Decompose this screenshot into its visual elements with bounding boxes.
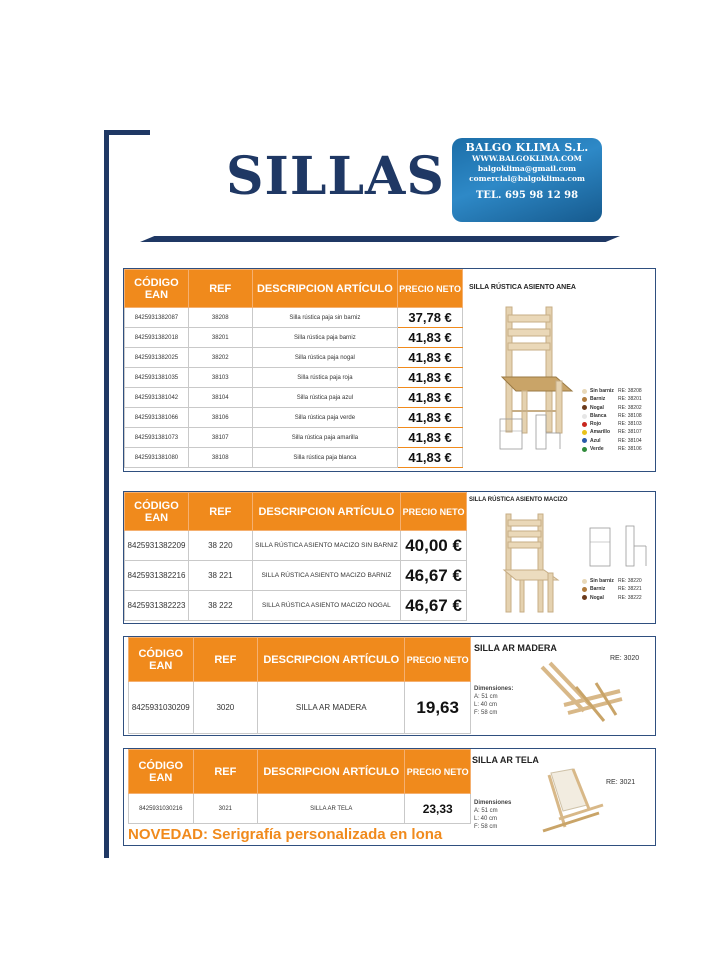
cell-ref: 38202 bbox=[188, 348, 252, 368]
company-name: BALGO KLIMA S.L. bbox=[465, 141, 589, 154]
company-phone: TEL. 695 98 12 98 bbox=[475, 190, 579, 201]
legend-label: Nogal bbox=[590, 404, 604, 411]
cell-price: 41,83 € bbox=[398, 368, 463, 388]
company-email-2: comercial@balgoklima.com bbox=[469, 174, 585, 183]
col-header-ean: CÓDIGO EAN bbox=[129, 750, 194, 794]
panel-ref: RE: 3021 bbox=[606, 779, 636, 786]
cell-ref: 38106 bbox=[188, 408, 252, 428]
color-legend bbox=[582, 387, 642, 453]
cell-price: 41,83 € bbox=[398, 388, 463, 408]
legend-ref: RE: 38220 bbox=[618, 578, 642, 584]
product-table bbox=[124, 269, 463, 468]
dim-f: F: 58 cm bbox=[474, 824, 498, 830]
panel-title: SILLA AR MADERA bbox=[474, 643, 557, 653]
legend-ref: RE: 38221 bbox=[618, 586, 642, 593]
cell-price: 40,00 € bbox=[401, 531, 467, 561]
product-table bbox=[128, 637, 471, 734]
col-header-price: PRECIO NETO bbox=[401, 493, 467, 531]
color-swatch bbox=[582, 595, 587, 600]
table-row bbox=[125, 531, 467, 561]
table-row bbox=[125, 308, 463, 328]
folding-chair-image bbox=[534, 657, 626, 727]
col-header-desc: DESCRIPCION ARTÍCULO bbox=[252, 493, 400, 531]
dims-title: Dimensiones: bbox=[474, 686, 514, 692]
cell-ref: 38201 bbox=[188, 328, 252, 348]
cell-ean: 8425931030209 bbox=[129, 682, 194, 734]
col-header-desc: DESCRIPCION ARTÍCULO bbox=[258, 750, 405, 794]
legend-ref: RE: 38222 bbox=[618, 594, 642, 601]
legend-label: Sin barniz bbox=[590, 388, 614, 394]
legend-item bbox=[582, 445, 642, 453]
dim-a: A: 51 cm bbox=[474, 694, 498, 700]
cell-desc: Silla rústica paja sin barniz bbox=[252, 308, 398, 328]
cell-ref: 38 221 bbox=[188, 561, 252, 591]
panel-title: SILLA RÚSTICA ASIENTO ANEA bbox=[469, 284, 576, 291]
legend-item bbox=[582, 585, 642, 593]
legend-label: Verde bbox=[590, 446, 604, 453]
cell-desc: Silla rústica paja barniz bbox=[252, 328, 398, 348]
color-swatch bbox=[582, 579, 587, 584]
legend-item bbox=[582, 594, 642, 602]
section-rustica-macizo bbox=[123, 491, 656, 624]
legend-ref: RE: 38201 bbox=[618, 396, 642, 403]
dim-l: L: 40 cm bbox=[474, 816, 498, 822]
color-swatch bbox=[582, 414, 587, 419]
cell-desc: SILLA AR TELA bbox=[258, 794, 405, 824]
dimensions bbox=[474, 685, 513, 717]
legend-ref: RE: 38108 bbox=[618, 412, 642, 419]
table-row bbox=[125, 428, 463, 448]
col-header-desc: DESCRIPCION ARTÍCULO bbox=[258, 638, 405, 682]
cell-ref: 38104 bbox=[188, 388, 252, 408]
cell-desc: Silla rústica paja amarilla bbox=[252, 428, 398, 448]
cell-ref: 38 222 bbox=[188, 591, 252, 621]
table-row bbox=[129, 682, 471, 734]
color-swatch bbox=[582, 438, 587, 443]
table-row bbox=[125, 348, 463, 368]
col-header-ean: CÓDIGO EAN bbox=[129, 638, 194, 682]
cell-desc: Silla rústica paja nogal bbox=[252, 348, 398, 368]
table-row bbox=[125, 328, 463, 348]
cell-price: 41,83 € bbox=[398, 428, 463, 448]
col-header-ref: REF bbox=[193, 750, 258, 794]
legend-label: Azul bbox=[590, 437, 601, 444]
col-header-ean: CÓDIGO EAN bbox=[125, 493, 189, 531]
table-row bbox=[129, 794, 471, 824]
col-header-price: PRECIO NETO bbox=[405, 638, 471, 682]
page-title: SILLAS bbox=[226, 146, 445, 207]
cell-desc: Silla rústica paja verde bbox=[252, 408, 398, 428]
section-ar-madera bbox=[123, 636, 656, 736]
color-swatch bbox=[582, 447, 587, 452]
cell-ref: 38103 bbox=[188, 368, 252, 388]
company-web: WWW.BALGOKLIMA.COM bbox=[472, 154, 582, 163]
col-header-ref: REF bbox=[193, 638, 258, 682]
table-row bbox=[125, 368, 463, 388]
cell-ean: 8425931382087 bbox=[125, 308, 189, 328]
color-swatch bbox=[582, 587, 587, 592]
legend-item bbox=[582, 577, 642, 585]
cell-ean: 8425931382018 bbox=[125, 328, 189, 348]
legend-item bbox=[582, 395, 642, 403]
legend-ref: RE: 38107 bbox=[618, 429, 642, 436]
product-table bbox=[124, 492, 467, 621]
cell-price: 37,78 € bbox=[398, 308, 463, 328]
cell-ref: 38108 bbox=[188, 448, 252, 468]
legend-ref: RE: 38202 bbox=[618, 404, 642, 411]
color-legend bbox=[582, 577, 642, 602]
left-frame-bar bbox=[104, 130, 109, 858]
dim-f: F: 58 cm bbox=[474, 710, 498, 716]
table-row bbox=[125, 408, 463, 428]
dimensions bbox=[474, 799, 511, 831]
cell-desc: Silla rústica paja blanca bbox=[252, 448, 398, 468]
cell-ean: 8425931381066 bbox=[125, 408, 189, 428]
cell-price: 23,33 bbox=[405, 794, 471, 824]
color-swatch bbox=[582, 397, 587, 402]
table-row bbox=[125, 561, 467, 591]
legend-label: Rojo bbox=[590, 421, 602, 428]
col-header-desc: DESCRIPCION ARTÍCULO bbox=[252, 270, 398, 308]
table-row bbox=[125, 388, 463, 408]
legend-item bbox=[582, 387, 642, 395]
legend-item bbox=[582, 412, 642, 420]
cell-ref: 38208 bbox=[188, 308, 252, 328]
cell-desc: SILLA RÚSTICA ASIENTO MACIZO NOGAL bbox=[252, 591, 400, 621]
cell-desc: SILLA AR MADERA bbox=[258, 682, 405, 734]
cell-ean: 8425931382025 bbox=[125, 348, 189, 368]
company-email-1: balgoklima@gmail.com bbox=[477, 164, 577, 173]
panel-ref: RE: 3020 bbox=[610, 655, 640, 662]
dim-a: A: 51 cm bbox=[474, 808, 498, 814]
cell-ean: 8425931381042 bbox=[125, 388, 189, 408]
cell-ean: 8425931382223 bbox=[125, 591, 189, 621]
cell-price: 46,67 € bbox=[401, 591, 467, 621]
title-underline bbox=[140, 236, 620, 242]
cell-ean: 8425931382216 bbox=[125, 561, 189, 591]
legend-label: Barniz bbox=[590, 396, 606, 403]
col-header-price: PRECIO NETO bbox=[398, 270, 463, 308]
company-badge bbox=[452, 138, 602, 222]
cell-ref: 38107 bbox=[188, 428, 252, 448]
cell-ref: 3021 bbox=[193, 794, 258, 824]
cell-desc: SILLA RÚSTICA ASIENTO MACIZO SIN BARNIZ bbox=[252, 531, 400, 561]
cell-ref: 3020 bbox=[193, 682, 258, 734]
panel-title: SILLA AR TELA bbox=[472, 755, 539, 765]
cell-price: 46,67 € bbox=[401, 561, 467, 591]
col-header-ean: CÓDIGO EAN bbox=[125, 270, 189, 308]
product-table bbox=[128, 749, 471, 824]
col-header-ref: REF bbox=[188, 493, 252, 531]
folding-chair-tela-image bbox=[529, 765, 609, 839]
cell-price: 19,63 bbox=[405, 682, 471, 734]
legend-label: Nogal bbox=[590, 594, 604, 601]
cell-ean: 8425931381035 bbox=[125, 368, 189, 388]
novedad-banner: NOVEDAD: Serigrafía personalizada en lona bbox=[128, 826, 443, 843]
legend-ref: RE: 38104 bbox=[618, 437, 642, 444]
color-swatch bbox=[582, 430, 587, 435]
table-row bbox=[125, 591, 467, 621]
legend-label: Amarillo bbox=[590, 429, 611, 436]
cell-desc: Silla rústica paja roja bbox=[252, 368, 398, 388]
cell-ref: 38 220 bbox=[188, 531, 252, 561]
color-swatch bbox=[582, 405, 587, 410]
chair-dimensions-diagram bbox=[586, 520, 652, 570]
section-rustica-anea bbox=[123, 268, 656, 472]
cell-desc: Silla rústica paja azul bbox=[252, 388, 398, 408]
legend-item bbox=[582, 404, 642, 412]
cell-price: 41,83 € bbox=[398, 448, 463, 468]
cell-desc: SILLA RÚSTICA ASIENTO MACIZO BARNIZ bbox=[252, 561, 400, 591]
cell-price: 41,83 € bbox=[398, 408, 463, 428]
legend-item bbox=[582, 437, 642, 445]
cell-ean: 8425931030216 bbox=[129, 794, 194, 824]
dim-l: L: 40 cm bbox=[474, 702, 498, 708]
cell-price: 41,83 € bbox=[398, 348, 463, 368]
table-row bbox=[125, 448, 463, 468]
legend-ref: RE: 38106 bbox=[618, 446, 642, 453]
dims-title: Dimensiones bbox=[474, 800, 512, 806]
col-header-price: PRECIO NETO bbox=[405, 750, 471, 794]
color-swatch bbox=[582, 422, 587, 427]
legend-ref: RE: 38208 bbox=[618, 388, 642, 394]
cell-ean: 8425931381073 bbox=[125, 428, 189, 448]
frame-corner bbox=[104, 130, 150, 146]
legend-label: Blanca bbox=[590, 412, 607, 419]
legend-ref: RE: 38103 bbox=[618, 421, 642, 428]
panel-title: SILLA RÚSTICA ASIENTO MACIZO bbox=[469, 497, 568, 503]
cell-ean: 8425931382209 bbox=[125, 531, 189, 561]
col-header-ref: REF bbox=[188, 270, 252, 308]
legend-item bbox=[582, 428, 642, 436]
color-swatch bbox=[582, 389, 587, 394]
chair-image bbox=[498, 510, 568, 616]
cell-ean: 8425931381080 bbox=[125, 448, 189, 468]
legend-label: Sin barniz bbox=[590, 578, 614, 584]
chair-dimensions-diagram bbox=[496, 411, 576, 455]
cell-price: 41,83 € bbox=[398, 328, 463, 348]
legend-label: Barniz bbox=[590, 586, 606, 593]
legend-item bbox=[582, 420, 642, 428]
